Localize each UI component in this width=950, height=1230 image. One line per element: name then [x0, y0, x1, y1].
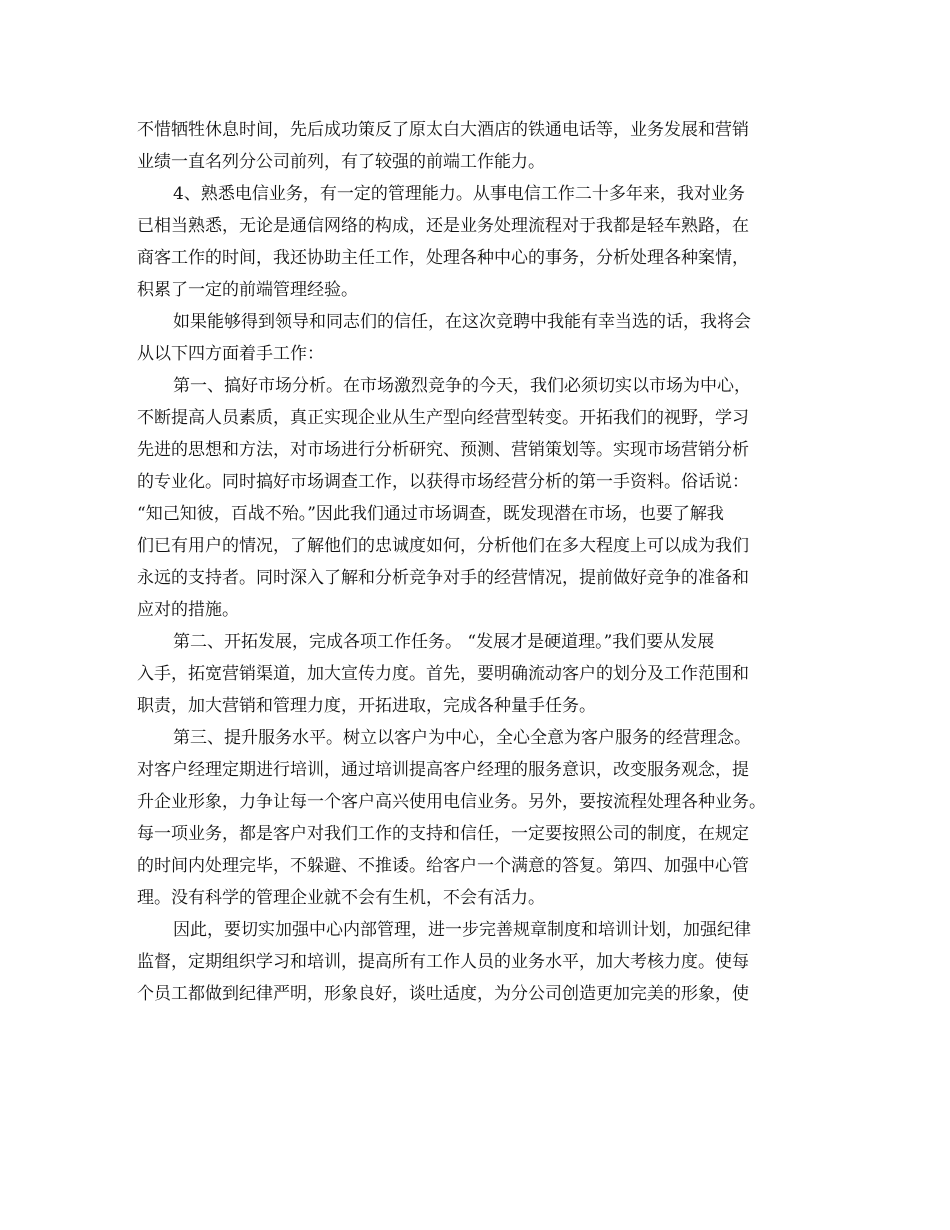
text-line: 因此，要切实加强中心内部管理，进一步完善规章制度和培训计划，加强纪律: [173, 920, 751, 940]
text-line: “知己知彼，百战不殆。”因此我们通过市场调查，既发现潜在市场，也要了解我: [137, 504, 724, 524]
paragraph: [137, 370, 827, 626]
text-line: 如果能够得到领导和同志们的信任，在这次竞聘中我能有幸当选的话，我将会: [173, 312, 751, 332]
text-line: 对客户经理定期进行培训，通过培训提高客户经理的服务意识，改变服务观念，提: [137, 760, 749, 780]
text-line: 第二、开拓发展，完成各项工作任务。 “发展才是硬道理。”我们要从发展: [173, 632, 715, 652]
paragraph: [137, 914, 827, 1010]
text-line: 4、熟悉电信业务，有一定的管理能力。从事电信工作二十多年来，我对业务: [173, 184, 745, 204]
text-line: 先进的思想和方法，对市场进行分析研究、预测、营销策划等。实现市场营销分析: [137, 440, 749, 460]
text-line: 职责，加大营销和管理力度，开拓进取，完成各种量手任务。: [137, 696, 596, 716]
text-line: 不断提高人员素质，真正实现企业从生产型向经营型转变。开拓我们的视野，学习: [137, 408, 749, 428]
paragraph: [137, 178, 827, 306]
text-line: 永远的支持者。同时深入了解和分析竞争对手的经营情况，提前做好竞争的准备和: [137, 568, 749, 588]
text-line: 不惜牺牲休息时间，先后成功策反了原太白大酒店的铁通电话等，业务发展和营销: [137, 120, 749, 140]
paragraph: [137, 306, 827, 370]
text-line: 第一、搞好市场分析。在市场激烈竞争的今天，我们必须切实以市场为中心，: [173, 376, 751, 396]
text-line: 们已有用户的情况，了解他们的忠诚度如何，分析他们在多大程度上可以成为我们: [137, 536, 749, 556]
text-line: 每一项业务，都是客户对我们工作的支持和信任，一定要按照公司的制度，在规定: [137, 824, 749, 844]
text-line: 业绩一直名列分公司前列，有了较强的前端工作能力。: [137, 152, 545, 172]
text-line: 监督，定期组织学习和培训，提高所有工作人员的业务水平，加大考核力度。使每: [137, 952, 749, 972]
document-body: [137, 114, 827, 1010]
text-line: 入手，拓宽营销渠道，加大宣传力度。首先，要明确流动客户的划分及工作范围和: [137, 664, 749, 684]
text-line: 从以下四方面着手工作：: [137, 344, 324, 364]
text-line: 升企业形象，力争让每一个客户高兴使用电信业务。另外，要按流程处理各种业务。: [137, 792, 766, 812]
text-line: 已相当熟悉，无论是通信网络的构成，还是业务处理流程对于我都是轻车熟路，在: [137, 216, 749, 236]
text-line: 个员工都做到纪律严明，形象良好，谈吐适度，为分公司创造更加完美的形象，使: [137, 984, 749, 1004]
text-line: 的时间内处理完毕，不躲避、不推诿。给客户一个满意的答复。第四、加强中心管: [137, 856, 749, 876]
text-line: 的专业化。同时搞好市场调查工作，以获得市场经营分析的第一手资料。俗话说：: [137, 472, 749, 492]
text-line: 应对的措施。: [137, 600, 239, 620]
text-line: 积累了一定的前端管理经验。: [137, 280, 358, 300]
text-line: 商客工作的时间，我还协助主任工作，处理各种中心的事务，分析处理各种案情，: [137, 248, 749, 268]
paragraph: [137, 114, 827, 178]
text-line: 第三、提升服务水平。树立以客户为中心，全心全意为客户服务的经营理念。: [173, 728, 751, 748]
paragraph: [137, 722, 827, 914]
paragraph: [137, 626, 827, 722]
text-line: 理。没有科学的管理企业就不会有生机，不会有活力。: [137, 888, 545, 908]
